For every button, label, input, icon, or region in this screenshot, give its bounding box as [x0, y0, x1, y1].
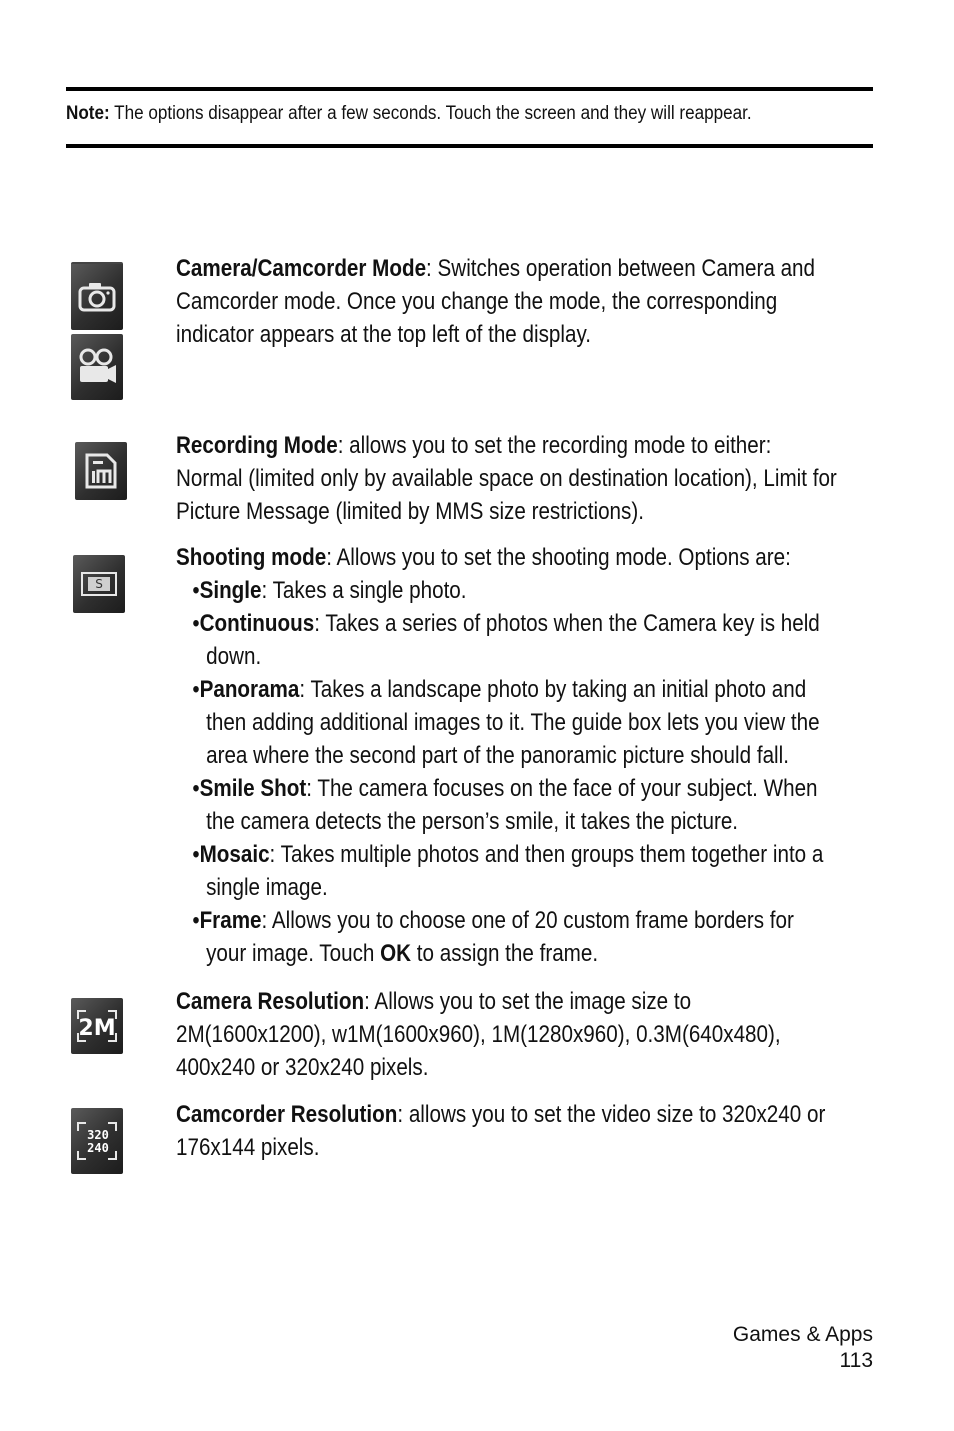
note-text: The options disappear after a few seconds. Touch the screen and they will reappear. — [109, 103, 752, 124]
option-text: : The camera focuses on the face of your subject. When the camera detects the person’s smile, it takes the picture. — [206, 775, 818, 835]
option-term: Smile Shot — [199, 775, 307, 802]
note-bottom-rule — [66, 144, 873, 148]
option-smile-shot — [176, 772, 838, 838]
shooting-mode-icon — [73, 555, 125, 613]
camera-resolution-entry — [176, 985, 838, 1084]
entry-text: : Allows you to set the shooting mode. Options are: — [326, 544, 791, 571]
option-text: : Takes multiple photos and then groups them together into a single image. — [206, 841, 824, 901]
shooting-mode-icon-letter: S — [95, 577, 103, 591]
option-continuous — [176, 607, 838, 673]
page-footer — [733, 1322, 873, 1374]
option-mosaic — [176, 838, 838, 904]
option-text: : Allows you to choose one of 20 custom frame borders for your image. Touch — [206, 907, 794, 967]
option-term: Continuous — [199, 610, 315, 637]
option-term: Single — [199, 577, 262, 604]
note-label: Note: — [66, 103, 110, 124]
option-term: Mosaic — [199, 841, 270, 868]
option-term: Frame — [199, 907, 262, 934]
ok-label: OK — [380, 940, 412, 967]
camcorder-icon — [71, 334, 123, 400]
resolution-2m-icon-text: 2M — [78, 1016, 116, 1041]
camcorder-resolution-entry — [176, 1098, 838, 1164]
option-panorama — [176, 673, 838, 772]
option-text-after: to assign the frame. — [411, 940, 599, 967]
option-term: Panorama — [199, 676, 300, 703]
entry-text: : allows you to set the recording mode to either: Normal (limited only by available space on destination location), Limit for Picture Message (limited by MMS size restrictions). — [176, 432, 837, 525]
footer-section: Games & Apps — [732, 1323, 873, 1346]
resolution-320x240-icon — [71, 1108, 123, 1174]
shooting-mode-entry — [176, 541, 838, 970]
recording-mode-entry — [176, 429, 838, 528]
entry-text: : allows you to set the video size to 320x240 or 176x144 pixels. — [176, 1101, 826, 1161]
camera-icon — [71, 262, 123, 330]
note — [66, 101, 792, 127]
memory-card-icon — [75, 442, 127, 500]
entry-term: Camera/Camcorder Mode — [176, 255, 427, 282]
option-text: : Takes a landscape photo by taking an initial photo and then adding additional images to it. The guide box lets you view the area where the second part of the panoramic picture should fall. — [206, 676, 820, 769]
shooting-mode-options — [176, 574, 838, 970]
resolution-icon-bottom: 240 — [87, 1141, 109, 1155]
entry-term: Camcorder Resolution — [176, 1101, 398, 1128]
entry-term: Recording Mode — [176, 432, 338, 459]
camera-camcorder-mode-entry — [176, 252, 838, 351]
note-top-rule — [66, 87, 873, 91]
entry-term: Shooting mode — [176, 544, 327, 571]
entry-term: Camera Resolution — [176, 988, 365, 1015]
option-text: : Takes a single photo. — [261, 577, 467, 604]
resolution-icon-top: 320 — [87, 1128, 109, 1142]
option-single — [176, 574, 838, 607]
page-number: 113 — [839, 1349, 873, 1372]
option-text: : Takes a series of photos when the Camera key is held down. — [206, 610, 820, 670]
entry-text: : Allows you to set the image size to 2M(1600x1200), w1M(1600x960), 1M(1280x960), 0.3M(640x480), 400x240 or 320x240 pixels. — [176, 988, 781, 1081]
option-frame — [176, 904, 838, 970]
resolution-2m-icon — [71, 998, 123, 1054]
entry-text: : Switches operation between Camera and Camcorder mode. Once you change the mode, the corresponding indicator appears at the top left of the display. — [176, 255, 816, 348]
